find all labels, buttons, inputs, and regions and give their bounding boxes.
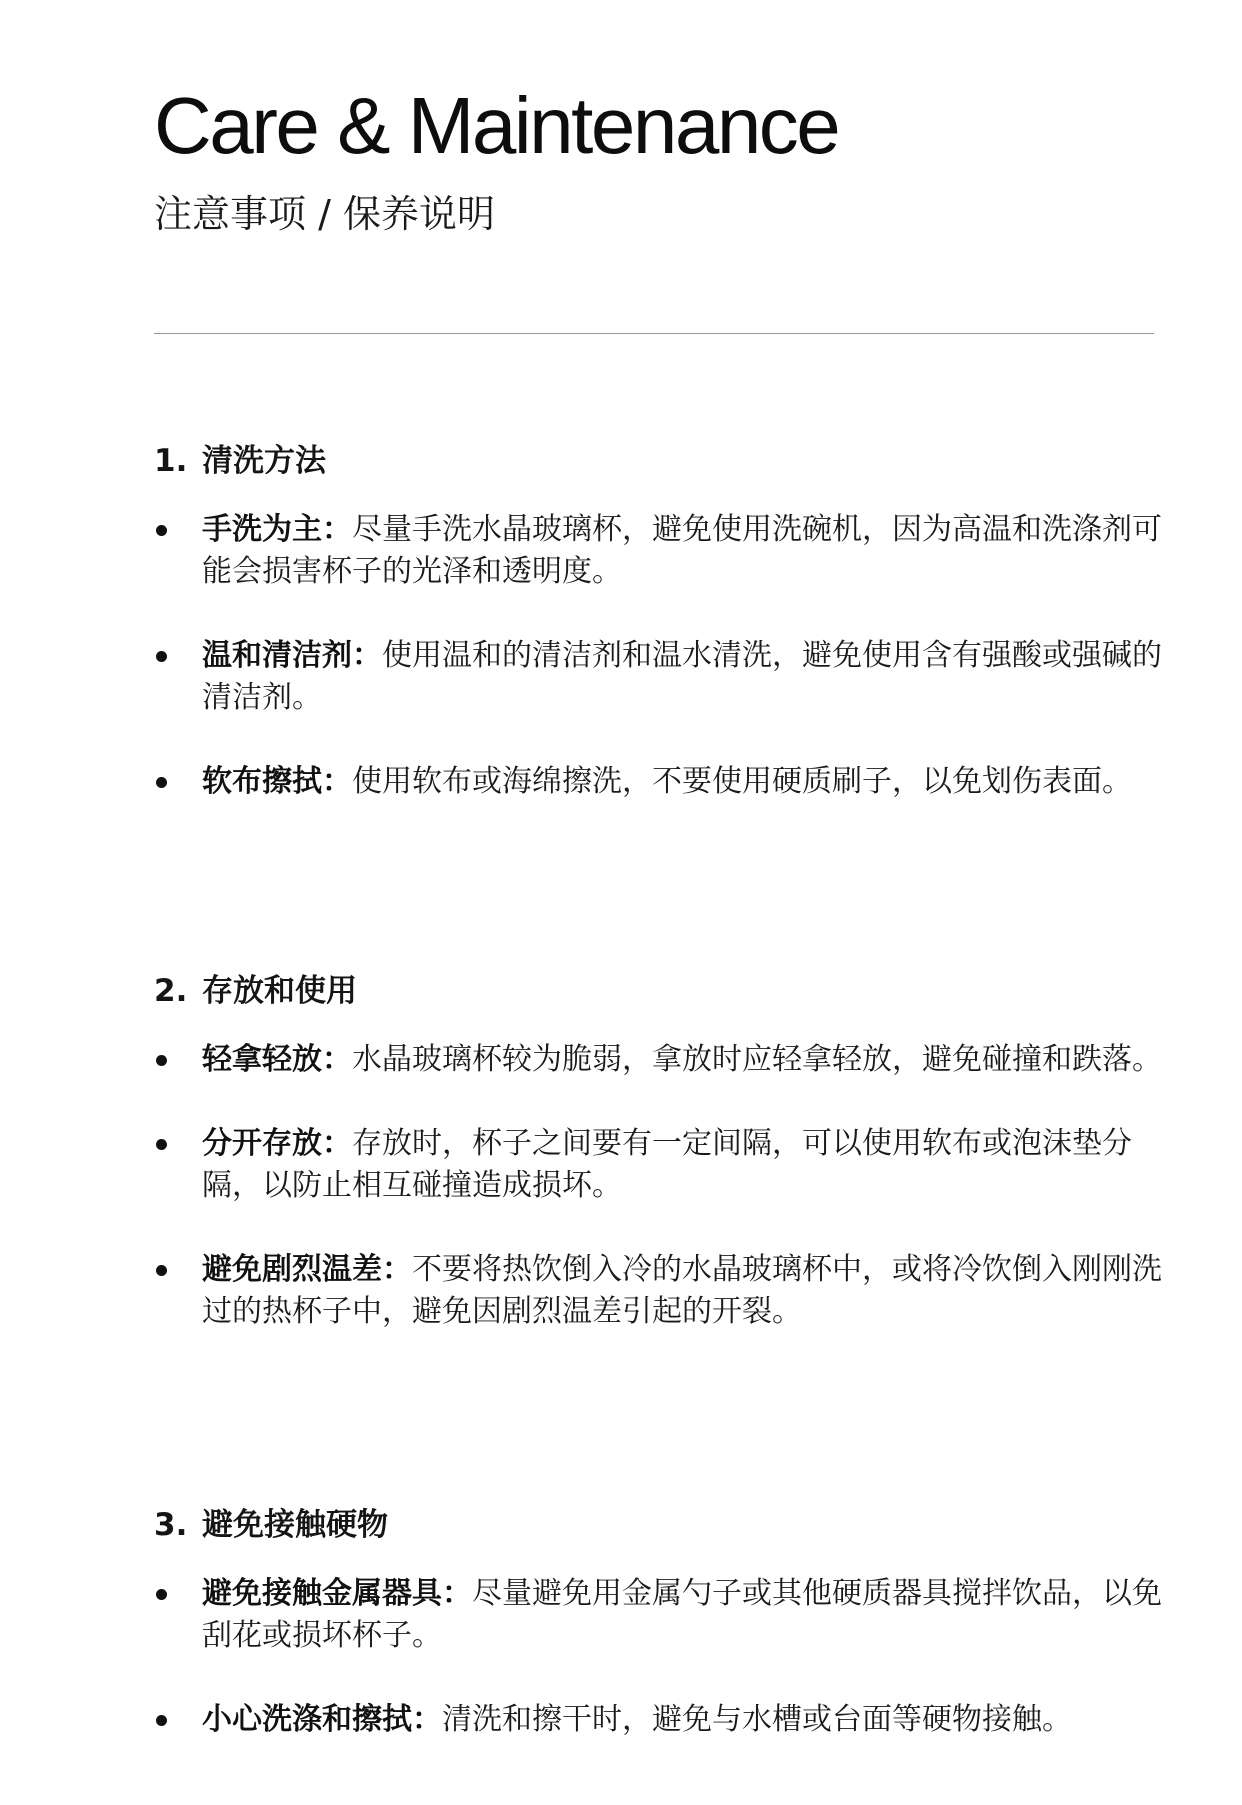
list-item (154, 1249, 1182, 1333)
item-description: 尽量避免用金属勺子或其他硬质器具搅拌饮品，以免刮花或损坏杯子。 (202, 1576, 1162, 1653)
list-item (154, 509, 1182, 593)
section-number: 1. (154, 443, 188, 479)
item-separator: ： (442, 1576, 472, 1611)
item-separator: ： (322, 1126, 352, 1161)
bullet-icon (156, 1715, 167, 1726)
item-term: 手洗为主 (202, 512, 322, 547)
list-item (154, 635, 1182, 719)
section-title: 存放和使用 (202, 973, 357, 1009)
header-divider (154, 333, 1154, 334)
item-separator: ： (352, 638, 382, 673)
bullet-icon (156, 1055, 167, 1066)
section-hard-objects (154, 1505, 1162, 1783)
bullet-icon (156, 1589, 167, 1600)
bullet-icon (156, 525, 167, 536)
section-title: 避免接触硬物 (202, 1507, 388, 1543)
item-term: 避免接触金属器具 (202, 1576, 442, 1611)
item-separator: ： (322, 512, 352, 547)
list-item (154, 1573, 1182, 1657)
item-description: 水晶玻璃杯较为脆弱，拿放时应轻拿轻放，避免碰撞和跌落。 (352, 1042, 1162, 1077)
list-item (154, 1123, 1182, 1207)
section-storage (154, 971, 1162, 1375)
item-description: 清洗和擦干时，避免与水槽或台面等硬物接触。 (442, 1702, 1072, 1737)
page-title: Care & Maintenance (154, 81, 839, 170)
section-title: 清洗方法 (202, 443, 326, 479)
section-items (154, 509, 1162, 803)
item-separator: ： (322, 1042, 352, 1077)
list-item (154, 1039, 1182, 1081)
page-subtitle: 注意事项 / 保养说明 (154, 192, 495, 236)
item-term: 温和清洁剂 (202, 638, 352, 673)
item-description: 不要将热饮倒入冷的水晶玻璃杯中，或将冷饮倒入刚刚洗过的热杯子中，避免因剧烈温差引起的开裂。 (202, 1252, 1162, 1329)
item-term: 分开存放 (202, 1126, 322, 1161)
item-term: 小心洗涤和擦拭 (202, 1702, 412, 1737)
bullet-icon (156, 777, 167, 788)
list-item (154, 1699, 1182, 1741)
section-items (154, 1573, 1162, 1741)
item-separator: ： (382, 1252, 412, 1287)
section-heading (154, 971, 1154, 1011)
item-description: 尽量手洗水晶玻璃杯，避免使用洗碗机，因为高温和洗涤剂可能会损害杯子的光泽和透明度。 (202, 512, 1162, 589)
section-cleaning (154, 441, 1162, 845)
item-description: 使用软布或海绵擦洗，不要使用硬质刷子，以免划伤表面。 (352, 764, 1132, 799)
bullet-icon (156, 1265, 167, 1276)
item-term: 轻拿轻放 (202, 1042, 322, 1077)
bullet-icon (156, 1139, 167, 1150)
section-number: 2. (154, 973, 188, 1009)
section-number: 3. (154, 1507, 188, 1543)
item-separator: ： (412, 1702, 442, 1737)
item-term: 避免剧烈温差 (202, 1252, 382, 1287)
list-item (154, 761, 1182, 803)
section-heading (154, 441, 1154, 481)
bullet-icon (156, 651, 167, 662)
section-items (154, 1039, 1162, 1333)
section-heading (154, 1505, 1154, 1545)
item-separator: ： (322, 764, 352, 799)
item-description: 存放时，杯子之间要有一定间隔，可以使用软布或泡沫垫分隔，以防止相互碰撞造成损坏。 (202, 1126, 1132, 1203)
item-description: 使用温和的清洁剂和温水清洗，避免使用含有强酸或强碱的清洁剂。 (202, 638, 1162, 715)
item-term: 软布擦拭 (202, 764, 322, 799)
